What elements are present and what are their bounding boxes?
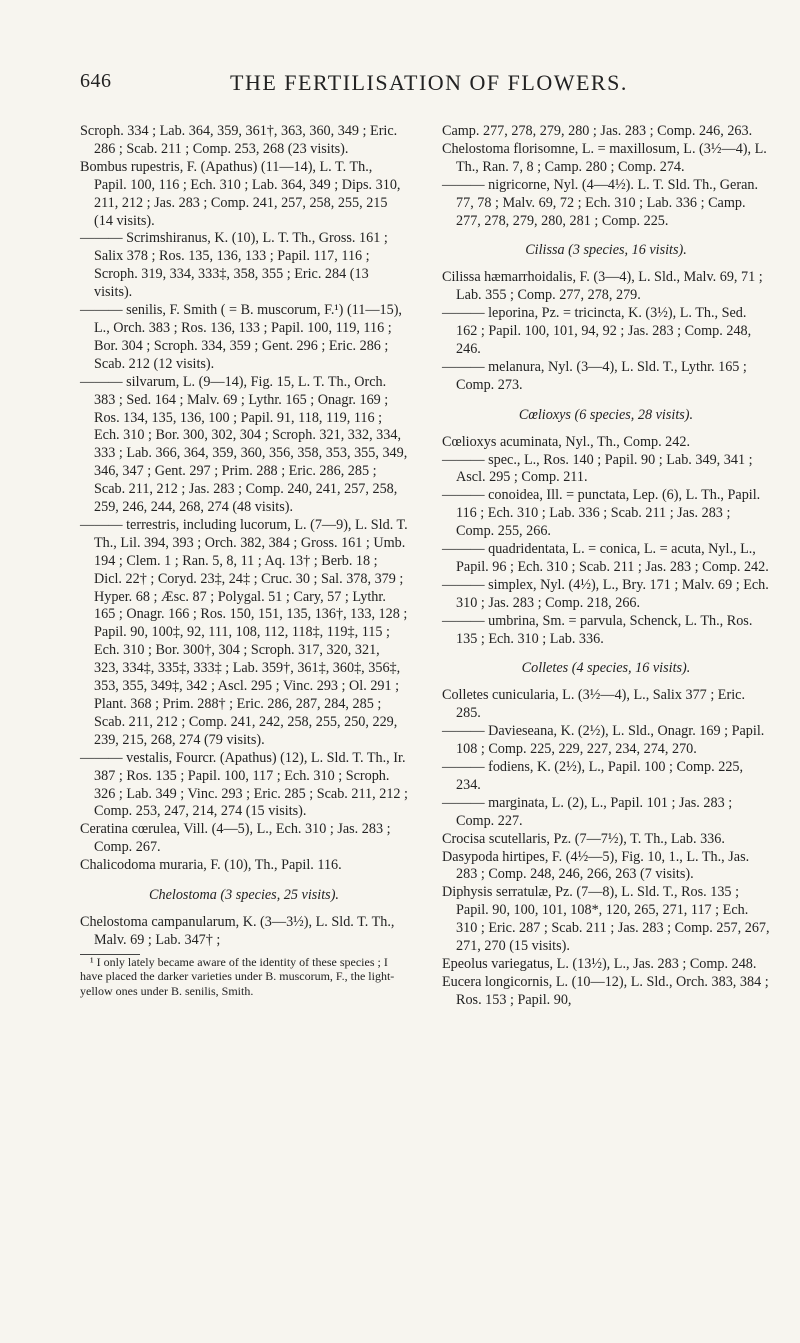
entry: Chelostoma campanularum, K. (3—3½), L. Sld. T. Th., Malv. 69 ; Lab. 347† ; — [80, 913, 395, 948]
footnote: ¹ I only lately became aware of the identity of these species ; I have placed the darker varieties under B. muscorum, F., the light-yellow ones under B. senilis, Smith. — [80, 954, 395, 998]
entry: ——— simplex, Nyl. (4½), L., Bry. 171 ; Malv. 69 ; Ech. 310 ; Jas. 283 ; Comp. 218, 266. — [442, 576, 769, 611]
running-head: THE FERTILISATION OF FLOWERS. — [230, 70, 628, 95]
entry: Ceratina cœrulea, Vill. (4—5), L., Ech. 310 ; Jas. 283 ; Comp. 267. — [80, 821, 391, 856]
entry: Epeolus variegatus, L. (13½), L., Jas. 283 ; Comp. 248. — [442, 955, 757, 972]
section-heading: Colletes (4 species, 16 visits). — [521, 660, 691, 677]
entry: ——— quadridentata, L. = conica, L. = acuta, Nyl., L., Papil. 96 ; Ech. 310 ; Scab. 211 ; Jas. 283 ; Comp. 242. — [442, 541, 769, 575]
entry: ——— nigricorne, Nyl. (4—4½). L. T. Sld. Th., Geran. 77, 78 ; Malv. 69, 72 ; Ech. 310 ; Lab. 336 ; Camp. 277, 278, 279, 280, 281 ; Comp. 225. — [442, 176, 759, 229]
entry: ——— melanura, Nyl. (3—4), L. Sld. T., Lythr. 165 ; Comp. 273. — [442, 358, 747, 393]
entry: Bombus rupestris, F. (Apathus) (11—14), L. T. Th., Papil. 100, 116 ; Ech. 310 ; Lab. 364, 349 ; Dips. 310, 211, 212 ; Jas. 283 ; Comp. 241, 257, 258, 255, 215 (14 visits). — [80, 158, 401, 229]
text-columns — [80, 123, 770, 1010]
entry: ——— silvarum, L. (9—14), Fig. 15, L. T. Th., Orch. 383 ; Sed. 164 ; Malv. 69 ; Lythr. 165 ; Onagr. 169 ; Ros. 134, 135, 136, 100 ; Papil. 91, 118, 119, 116 ; Ech. 310 ; Bor. 300, 302, 304 ; Scroph. 321, 332, 334, 333 ; Lab. 366, 364, 359, 360, 356, 358, 353, 355, 349, 346, 347 ; Gent. 297 ; Prim. 288 ; Eric. 286, 285 ; Scab. 211, 212 ; Jas. 283 ; Comp. 240, 241, 257, 258, 259, 246, 244, 268, 274 (48 visits). — [80, 373, 408, 516]
entry: Cilissa hæmarrhoidalis, F. (3—4), L. Sld., Malv. 69, 71 ; Lab. 355 ; Comp. 277, 278, 279. — [442, 269, 763, 304]
left-column — [80, 123, 408, 1010]
entry: ——— terrestris, including lucorum, L. (7—9), L. Sld. T. Th., Lil. 394, 393 ; Orch. 382, 384 ; Gross. 161 ; Umb. 194 ; Clem. 1 ; Ran. 5, 8, 11 ; Aq. 13† ; Berb. 18 ; Dicl. 22† ; Coryd. 23‡, 24‡ ; Cruc. 30 ; Sal. 378, 379 ; Hyper. 68 ; Æsc. 87 ; Polygal. 51 ; Cary, 57 ; Lythr. 165 ; Onagr. 166 ; Ros. 150, 151, 135, 136†, 133, 128 ; Papil. 90, 100‡, 92, 111, 108, 112, 118‡, 119‡, 115 ; Ech. 310 ; Bor. 300†, 304 ; Scroph. 317, 320, 321, 323, 334‡, 335‡, 333‡ ; Lab. 359†, 361‡, 360‡, 356‡, 353, 355, 349‡, 342 ; Ascl. 295 ; Vinc. 293 ; Ol. 291 ; Plant. 368 ; Prim. 288† ; Eric. 286, 287, 284, 285 ; Scab. 211, 212 ; Comp. 241, 242, 258, 255, 250, 229, 239, 215, 268, 274 (79 visits). — [80, 516, 408, 748]
entry: Diphysis serratulæ, Pz. (7—8), L. Sld. T., Ros. 135 ; Papil. 90, 100, 101, 108*, 120, 265, 271, 117 ; Ech. 310 ; Eric. 287 ; Scab. 211 ; Jas. 283 ; Comp. 257, 267, 271, 270 (15 visits). — [442, 884, 770, 955]
entry: Scroph. 334 ; Lab. 364, 359, 361†, 363, 360, 349 ; Eric. 286 ; Scab. 211 ; Comp. 253, 268 (23 visits). — [80, 123, 398, 157]
entry: ——— spec., L., Ros. 140 ; Papil. 90 ; Lab. 349, 341 ; Ascl. 295 ; Comp. 211. — [442, 451, 753, 486]
entry: Cœlioxys acuminata, Nyl., Th., Comp. 242. — [442, 433, 691, 450]
entry: ——— conoidea, Ill. = punctata, Lep. (6), L. Th., Papil. 116 ; Ech. 310 ; Lab. 336 ; Scab. 211 ; Jas. 283 ; Comp. 255, 266. — [442, 487, 761, 540]
entry: Chelostoma florisomne, L. = maxillosum, L. (3½—4), L. Th., Ran. 7, 8 ; Camp. 280 ; Comp. 274. — [442, 140, 767, 175]
section-heading: Cilissa (3 species, 16 visits). — [525, 242, 687, 259]
entry: ——— fodiens, K. (2½), L., Papil. 100 ; Comp. 225, 234. — [442, 759, 744, 793]
entry: ——— senilis, F. Smith ( = B. muscorum, F.¹) (11—15), L., Orch. 383 ; Ros. 136, 133 ; Papil. 100, 119, 116 ; Bor. 304 ; Scroph. 334, 359 ; Gent. 296 ; Eric. 286 ; Scab. 212 (12 visits). — [80, 302, 402, 372]
section-heading: Cœlioxys (6 species, 28 visits). — [518, 406, 694, 423]
entry: Camp. 277, 278, 279, 280 ; Jas. 283 ; Comp. 246, 263. — [442, 123, 753, 139]
entry: Eucera longicornis, L. (10—12), L. Sld., Orch. 383, 384 ; Ros. 153 ; Papil. 90, — [442, 973, 769, 1008]
entry: ——— umbrina, Sm. = parvula, Schenck, L. Th., Ros. 135 ; Ech. 310 ; Lab. 336. — [442, 612, 753, 647]
right-column — [442, 123, 770, 1010]
entry: Colletes cunicularia, L. (3½—4), L., Salix 377 ; Eric. 285. — [442, 687, 745, 722]
page-number: 646 — [80, 70, 112, 92]
entry: ——— leporina, Pz. = tricincta, K. (3½), L. Th., Sed. 162 ; Papil. 100, 101, 94, 92 ; Jas. 283 ; Comp. 248, 246. — [442, 305, 752, 357]
entry: ——— Davieseana, K. (2½), L. Sld., Onagr. 169 ; Papil. 108 ; Comp. 225, 229, 227, 234, 274, 270. — [442, 723, 765, 758]
page-header — [80, 70, 760, 100]
entry: ——— marginata, L. (2), L., Papil. 101 ; Jas. 283 ; Comp. 227. — [442, 794, 733, 829]
entry: Crocisa scutellaris, Pz. (7—7½), T. Th., Lab. 336. — [442, 830, 725, 847]
entry: ——— Scrimshiranus, K. (10), L. T. Th., Gross. 161 ; Salix 378 ; Ros. 135, 136, 133 ; Papil. 117, 116 ; Scroph. 319, 334, 333‡, 358, 355 ; Eric. 284 (13 visits). — [80, 230, 388, 301]
entry: Chalicodoma muraria, F. (10), Th., Papil. 116. — [80, 857, 342, 874]
section-heading: Chelostoma (3 species, 25 visits). — [149, 887, 339, 904]
entry: ——— vestalis, Fourcr. (Apathus) (12), L. Sld. T. Th., Ir. 387 ; Ros. 135 ; Papil. 100, 117 ; Ech. 310 ; Scroph. 326 ; Lab. 349 ; Vinc. 293 ; Eric. 285 ; Scab. 211, 212 ; Comp. 253, 247, 214, 274 (15 visits). — [80, 749, 408, 820]
entry: Dasypoda hirtipes, F. (4½—5), Fig. 10, 1., L. Th., Jas. 283 ; Comp. 248, 246, 266, 263 (7 visits). — [442, 848, 750, 883]
